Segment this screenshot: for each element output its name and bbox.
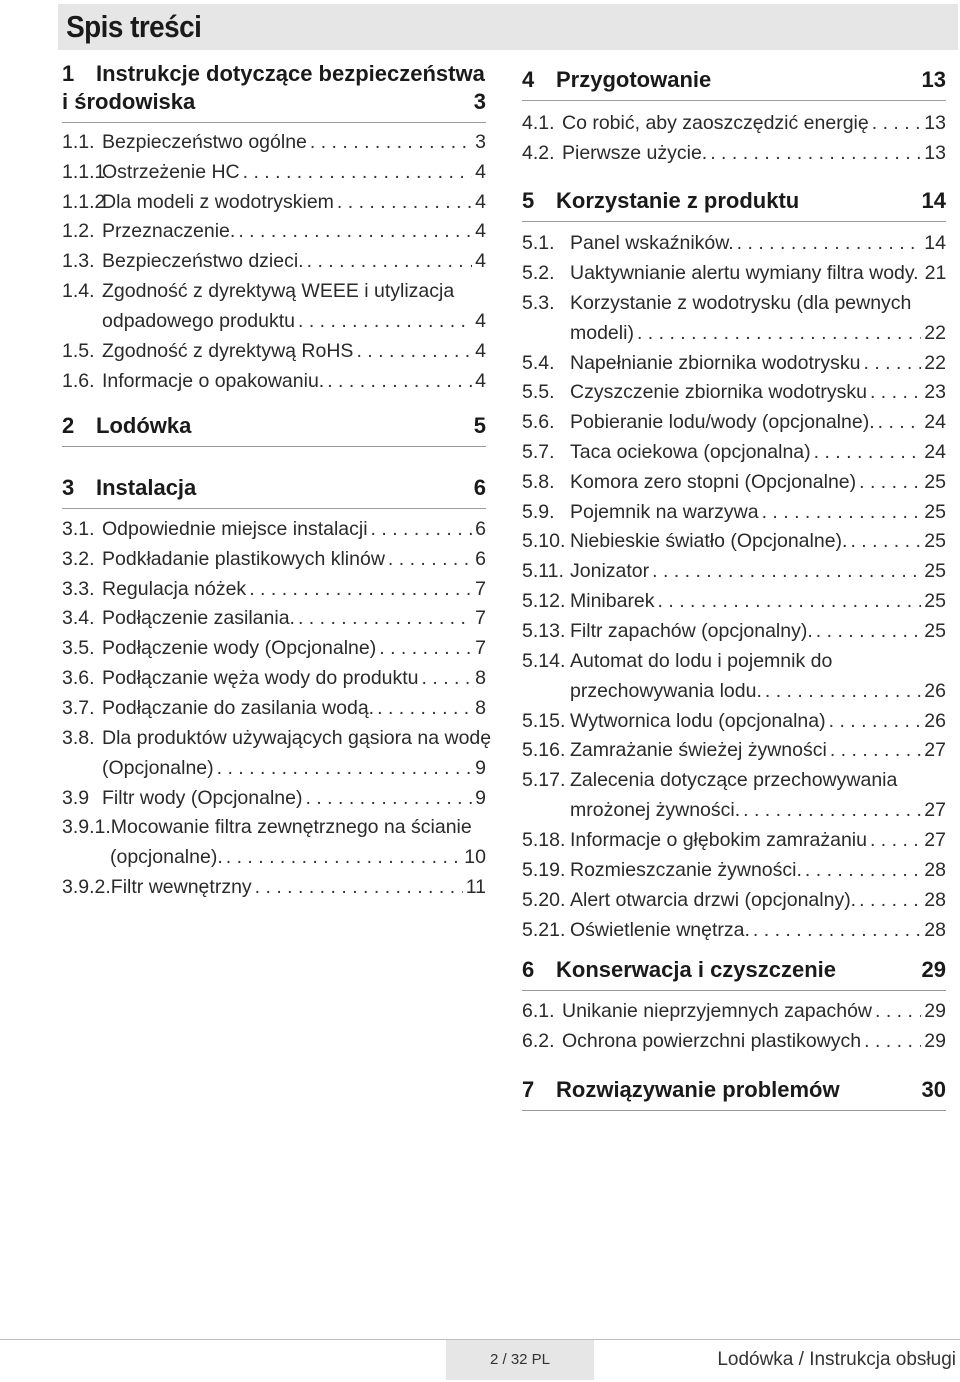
dot-leader [327, 366, 472, 396]
entry-page: 25 [924, 530, 946, 553]
toc-entry[interactable] [62, 336, 486, 366]
entry-title: Podłączanie do zasilania wodą. [102, 696, 375, 719]
entry-title: Pobieranie lodu/wody (opcjonalne). [570, 411, 875, 434]
entry-title: Podłączenie zasilania. [102, 607, 295, 630]
dot-leader [422, 663, 473, 693]
entry-number: 5.3. [522, 291, 555, 314]
toc-entry[interactable] [62, 574, 486, 604]
entry-number: 5.19. [522, 859, 566, 881]
toc-entry[interactable] [522, 765, 946, 825]
dot-leader [872, 108, 922, 138]
entry-title: Automat do lodu i pojemnik do [570, 649, 833, 672]
entry-number: 5.12. [522, 590, 566, 612]
entry-page: 4 [475, 310, 486, 332]
entry-title: Odpowiednie miejsce instalacji [102, 518, 368, 540]
dot-leader [859, 885, 921, 915]
entry-title: Dla produktów używających gąsiora na wodę [102, 726, 492, 749]
entry-page: 27 [924, 829, 946, 852]
entry-title: Czyszczenie zbiornika wodotrysku [570, 381, 867, 404]
entry-number: 5.11. [522, 560, 564, 583]
dot-leader [371, 514, 473, 544]
entry-number: 3.9.2. [62, 876, 111, 899]
entry-number: 5.2. [522, 261, 555, 284]
dot-leader [305, 783, 472, 813]
entry-number: 3.2. [62, 547, 95, 570]
toc-entry[interactable] [522, 526, 946, 556]
toc-section-3[interactable] [62, 474, 486, 509]
section-title: Instalacja [96, 475, 197, 500]
entry-page: 4 [475, 369, 486, 392]
entry-number: 5.16. [522, 739, 566, 762]
entry-title: Panel wskaźników. [570, 232, 734, 254]
entry-page: 6 [475, 518, 486, 540]
dot-leader [878, 407, 922, 437]
dot-leader [875, 996, 921, 1026]
section-number: 4 [522, 67, 535, 92]
entry-page: 4 [475, 340, 486, 362]
toc-entry[interactable] [62, 603, 486, 633]
section-page: 30 [921, 1077, 946, 1102]
dot-leader [753, 915, 921, 945]
entry-page: 24 [924, 411, 946, 434]
entry-page: 29 [924, 1029, 946, 1052]
toc-entry[interactable] [522, 556, 946, 586]
entry-number: 3.9 [62, 786, 90, 809]
entry-number: 1.1. [62, 131, 95, 153]
entry-title: Informacje o opakowaniu. [102, 369, 325, 392]
section-page: 14 [921, 188, 946, 213]
toc-entry[interactable] [62, 246, 486, 276]
entry-page: 13 [924, 141, 946, 164]
dot-leader [307, 246, 473, 276]
entry-number: 4.2. [522, 141, 555, 164]
entry-title: Zgodność z dyrektywą RoHS [102, 340, 354, 362]
entry-number: 5.20. [522, 888, 566, 911]
dot-leader [864, 1026, 921, 1056]
entry-page: 25 [924, 560, 946, 583]
toc-entry[interactable] [522, 288, 946, 348]
entry-title: Przeznaczenie. [102, 220, 236, 243]
dot-leader [217, 753, 473, 783]
entry-page: 4 [475, 190, 486, 213]
section-title: Lodówka [96, 413, 192, 438]
toc-entry[interactable] [522, 108, 946, 138]
dot-leader [298, 603, 472, 633]
section-number: 5 [522, 188, 535, 213]
entry-title: Korzystanie z wodotrysku (dla pewnych [570, 291, 912, 314]
toc-entry[interactable] [62, 366, 486, 396]
section-page: 29 [921, 957, 946, 982]
entry-title: Taca ociekowa (opcjonalna) [570, 441, 811, 463]
entry-number: 5.15. [522, 709, 566, 732]
entry-title: Pojemnik na warzywa [570, 500, 759, 523]
entry-number: 1.2. [62, 220, 95, 243]
entry-page: 25 [924, 619, 946, 642]
entry-page: 23 [924, 381, 946, 404]
entry-title: Unikanie nieprzyjemnych zapachów [562, 1000, 872, 1022]
entry-number: 3.9.1. [62, 816, 111, 839]
section-title-cont: i środowiska [62, 89, 196, 114]
toc-entry[interactable] [522, 1026, 946, 1056]
entry-title-cont: mrożonej żywności. [570, 799, 741, 822]
entry-number: 5.18. [522, 829, 566, 852]
entry-page: 28 [924, 859, 946, 881]
section-page: 6 [473, 475, 486, 500]
footer-page-number: 2 / 32 PL [446, 1340, 594, 1380]
dot-leader [298, 306, 472, 336]
entry-number: 5.21. [522, 918, 566, 941]
dot-leader [255, 872, 463, 902]
entry-title: Napełnianie zbiornika wodotrysku [570, 351, 861, 374]
section-number: 6 [522, 957, 535, 982]
entry-title: Dla modeli z wodotryskiem [102, 190, 334, 213]
section-title: Instrukcje dotyczące bezpieczeństwa [96, 61, 485, 86]
entry-page: 4 [475, 160, 486, 183]
toc-entry[interactable] [62, 812, 486, 872]
entry-page: 7 [475, 577, 486, 600]
entry-number: 3.1. [62, 518, 95, 540]
dot-leader [816, 616, 922, 646]
toc-entry[interactable] [62, 633, 486, 663]
dot-leader [870, 377, 921, 407]
entry-page: 14 [924, 232, 946, 254]
dot-leader [652, 556, 921, 586]
dot-leader [249, 574, 472, 604]
section-page: 5 [473, 413, 486, 438]
toc-entry[interactable] [522, 228, 946, 258]
toc-entry[interactable] [62, 187, 486, 217]
dot-leader [864, 348, 922, 378]
entry-page: 4 [475, 220, 486, 243]
entry-title: Ostrzeżenie HC [102, 160, 240, 183]
toc-entry[interactable] [522, 616, 946, 646]
entry-page: 10 [464, 846, 486, 869]
entry-title: Oświetlenie wnętrza. [570, 918, 750, 941]
entry-number: 3.3. [62, 577, 95, 600]
dot-leader [743, 795, 921, 825]
toc-entry[interactable] [62, 514, 486, 544]
dot-leader [814, 437, 922, 467]
entry-number: 4.1. [522, 112, 555, 134]
entry-page: 28 [924, 888, 946, 911]
entry-number: 5.10. [522, 530, 566, 553]
entry-page: 8 [475, 667, 486, 689]
toc-entry[interactable] [62, 783, 486, 813]
entry-title-cont: odpadowego produktu [102, 310, 295, 332]
toc-entry[interactable] [62, 216, 486, 246]
toc-entry[interactable] [522, 885, 946, 915]
dot-leader [388, 544, 472, 574]
entry-title: Komora zero stopni (Opcjonalne) [570, 470, 857, 493]
dot-leader [859, 467, 921, 497]
entry-number: 3.7. [62, 696, 95, 719]
section-number: 2 [62, 413, 75, 438]
dot-leader [830, 735, 921, 765]
dot-leader [805, 855, 921, 885]
entry-number: 5.5. [522, 381, 555, 404]
toc-section-7[interactable] [522, 1076, 946, 1111]
entry-page: 25 [924, 500, 946, 523]
dot-leader [238, 216, 472, 246]
entry-page: 28 [924, 918, 946, 941]
entry-number: 1.5. [62, 340, 95, 362]
entry-title-cont: (Opcjonalne) [102, 756, 214, 779]
toc-entry[interactable] [522, 437, 946, 467]
toc-entry[interactable] [522, 646, 946, 706]
footer-document-title: Lodówka / Instrukcja obsługi [717, 1349, 956, 1370]
entry-number: 1.1.1 [62, 160, 106, 183]
toc-section-4[interactable] [522, 66, 946, 101]
toc-entry[interactable] [522, 706, 946, 736]
toc-entry[interactable] [522, 586, 946, 616]
dot-leader [850, 526, 921, 556]
dot-leader [356, 336, 472, 366]
entry-title: Informacje o głębokim zamrażaniu [570, 829, 867, 852]
toc-entry[interactable] [62, 663, 486, 693]
section-title: Rozwiązywanie problemów [556, 1077, 840, 1102]
entry-number: 5.9. [522, 500, 555, 523]
dot-leader [379, 633, 472, 663]
entry-number: 3.6. [62, 667, 95, 689]
entry-title: Co robić, aby zaoszczędzić energię [562, 112, 869, 134]
entry-number: 1.3. [62, 250, 95, 273]
toc-entry[interactable] [522, 855, 946, 885]
toc-entry[interactable] [522, 497, 946, 527]
entry-title: Zamrażanie świeżej żywności [570, 739, 827, 762]
entry-title: Wytwornica lodu (opcjonalna) [570, 709, 826, 732]
entry-title: Podłączanie węża wody do produktu [102, 667, 419, 689]
section-page: 3 [473, 89, 486, 114]
toc-entry[interactable] [62, 544, 486, 574]
section-number: 1 [62, 61, 75, 86]
entry-number: 5.4. [522, 351, 555, 374]
entry-number: 6.1. [522, 1000, 555, 1022]
toc-entry[interactable] [522, 996, 946, 1026]
dot-leader [765, 676, 921, 706]
toc-entry[interactable] [62, 157, 486, 187]
entry-number: 3.5. [62, 637, 95, 660]
entry-page: 26 [924, 709, 946, 732]
entry-number: 1.1.2 [62, 190, 106, 213]
entry-number: 5.14. [522, 649, 566, 672]
toc-entry[interactable] [522, 407, 946, 437]
entry-title: Mocowanie filtra zewnętrznego na ścianie [110, 816, 472, 839]
entry-page: 26 [924, 679, 946, 702]
toc-entry[interactable] [522, 467, 946, 497]
dot-leader [243, 157, 473, 187]
dot-leader [337, 187, 472, 217]
entry-page: 9 [475, 786, 486, 809]
entry-page: 25 [924, 470, 946, 493]
toc-entry[interactable] [522, 348, 946, 378]
dot-leader [658, 586, 922, 616]
entry-number: 5.6. [522, 411, 555, 434]
entry-title-cont: (opcjonalne). [110, 846, 223, 869]
toc-entry[interactable] [62, 276, 486, 336]
dot-leader [762, 497, 922, 527]
entry-page: 22 [924, 351, 946, 374]
toc-entry[interactable] [522, 825, 946, 855]
entry-number: 6.2. [522, 1029, 555, 1052]
toc-entry[interactable] [62, 693, 486, 723]
entry-page: 7 [475, 637, 486, 660]
toc-section-5[interactable] [522, 187, 946, 222]
entry-page: 11 [465, 876, 486, 899]
toc-entry[interactable] [522, 138, 946, 168]
toc-section-2[interactable] [62, 412, 486, 447]
toc-entry[interactable] [62, 127, 486, 157]
entry-title: Uaktywnianie alertu wymiany filtra wody. [570, 261, 919, 284]
entry-page: 27 [924, 799, 946, 822]
section-number: 3 [62, 475, 75, 500]
entry-number: 3.8. [62, 726, 95, 749]
toc-entry[interactable] [62, 723, 492, 783]
entry-title: Filtr wewnętrzny [110, 876, 252, 899]
dot-leader [226, 842, 462, 872]
entry-page: 22 [924, 321, 946, 344]
section-title: Korzystanie z produktu [556, 188, 800, 213]
entry-page: 27 [924, 739, 946, 762]
entry-number: 3.4. [62, 607, 95, 630]
entry-title: Bezpieczeństwo ogólne [102, 131, 307, 153]
dot-leader [829, 706, 922, 736]
entry-number: 5.17. [522, 769, 566, 792]
entry-title: Rozmieszczanie żywności. [570, 859, 802, 881]
entry-title-cont: przechowywania lodu. [570, 679, 762, 702]
entry-title: Bezpieczeństwo dzieci. [102, 250, 304, 273]
entry-number: 1.6. [62, 369, 95, 392]
dot-leader [737, 228, 922, 258]
entry-number: 1.4. [62, 280, 95, 302]
toc-entry[interactable] [522, 735, 946, 765]
entry-page: 24 [924, 441, 946, 463]
entry-page: 7 [475, 607, 486, 630]
entry-title: Podkładanie plastikowych klinów [102, 547, 385, 570]
dot-leader [637, 318, 921, 348]
section-number: 7 [522, 1077, 535, 1102]
entry-number: 5.7. [522, 441, 555, 463]
entry-title: Alert otwarcia drzwi (opcjonalny). [570, 888, 857, 911]
section-title: Przygotowanie [556, 67, 712, 92]
entry-title-cont: modeli) [570, 321, 634, 344]
entry-page: 9 [475, 756, 486, 779]
entry-title: Niebieskie światło (Opcjonalne). [570, 530, 848, 553]
toc-entry[interactable] [522, 377, 946, 407]
entry-title: Zalecenia dotyczące przechowywania [570, 769, 898, 792]
entry-page: 6 [475, 547, 486, 570]
dot-leader [870, 825, 921, 855]
entry-page: 25 [924, 590, 946, 612]
entry-title: Pierwsze użycie. [562, 141, 708, 164]
entry-page: 3 [475, 131, 486, 153]
entry-title: Filtr wody (Opcjonalne) [102, 786, 303, 809]
entry-page: 4 [475, 250, 486, 273]
toc-section-6[interactable] [522, 956, 946, 991]
section-page: 13 [921, 67, 946, 92]
entry-title: Minibarek [570, 590, 655, 612]
toc-entry[interactable] [62, 872, 486, 902]
entry-page: 29 [924, 1000, 946, 1022]
entry-title: Podłączenie wody (Opcjonalne) [102, 637, 377, 660]
dot-leader [710, 138, 921, 168]
toc-title-bar [58, 4, 958, 50]
entry-number: 5.8. [522, 470, 555, 493]
entry-title: Filtr zapachów (opcjonalny). [570, 619, 813, 642]
dot-leader [310, 127, 472, 157]
entry-number: 5.13. [522, 619, 566, 642]
toc-entry[interactable] [522, 915, 946, 945]
entry-title: Jonizator [570, 560, 650, 583]
toc-section-1[interactable] [62, 60, 486, 123]
entry-page: 8 [475, 696, 486, 719]
entry-title: Zgodność z dyrektywą WEEE i utylizacja [102, 280, 455, 302]
entry-title: Regulacja nóżek [102, 577, 247, 600]
entry-title: Ochrona powierzchni plastikowych [562, 1029, 862, 1052]
page-title: Spis treści [66, 9, 202, 44]
dot-leader [377, 693, 472, 723]
entry-page: 21 [924, 261, 947, 284]
entry-number: 5.1. [522, 232, 555, 254]
toc-entry[interactable] [522, 258, 946, 288]
section-title: Konserwacja i czyszczenie [556, 957, 837, 982]
entry-page: 13 [924, 112, 946, 134]
